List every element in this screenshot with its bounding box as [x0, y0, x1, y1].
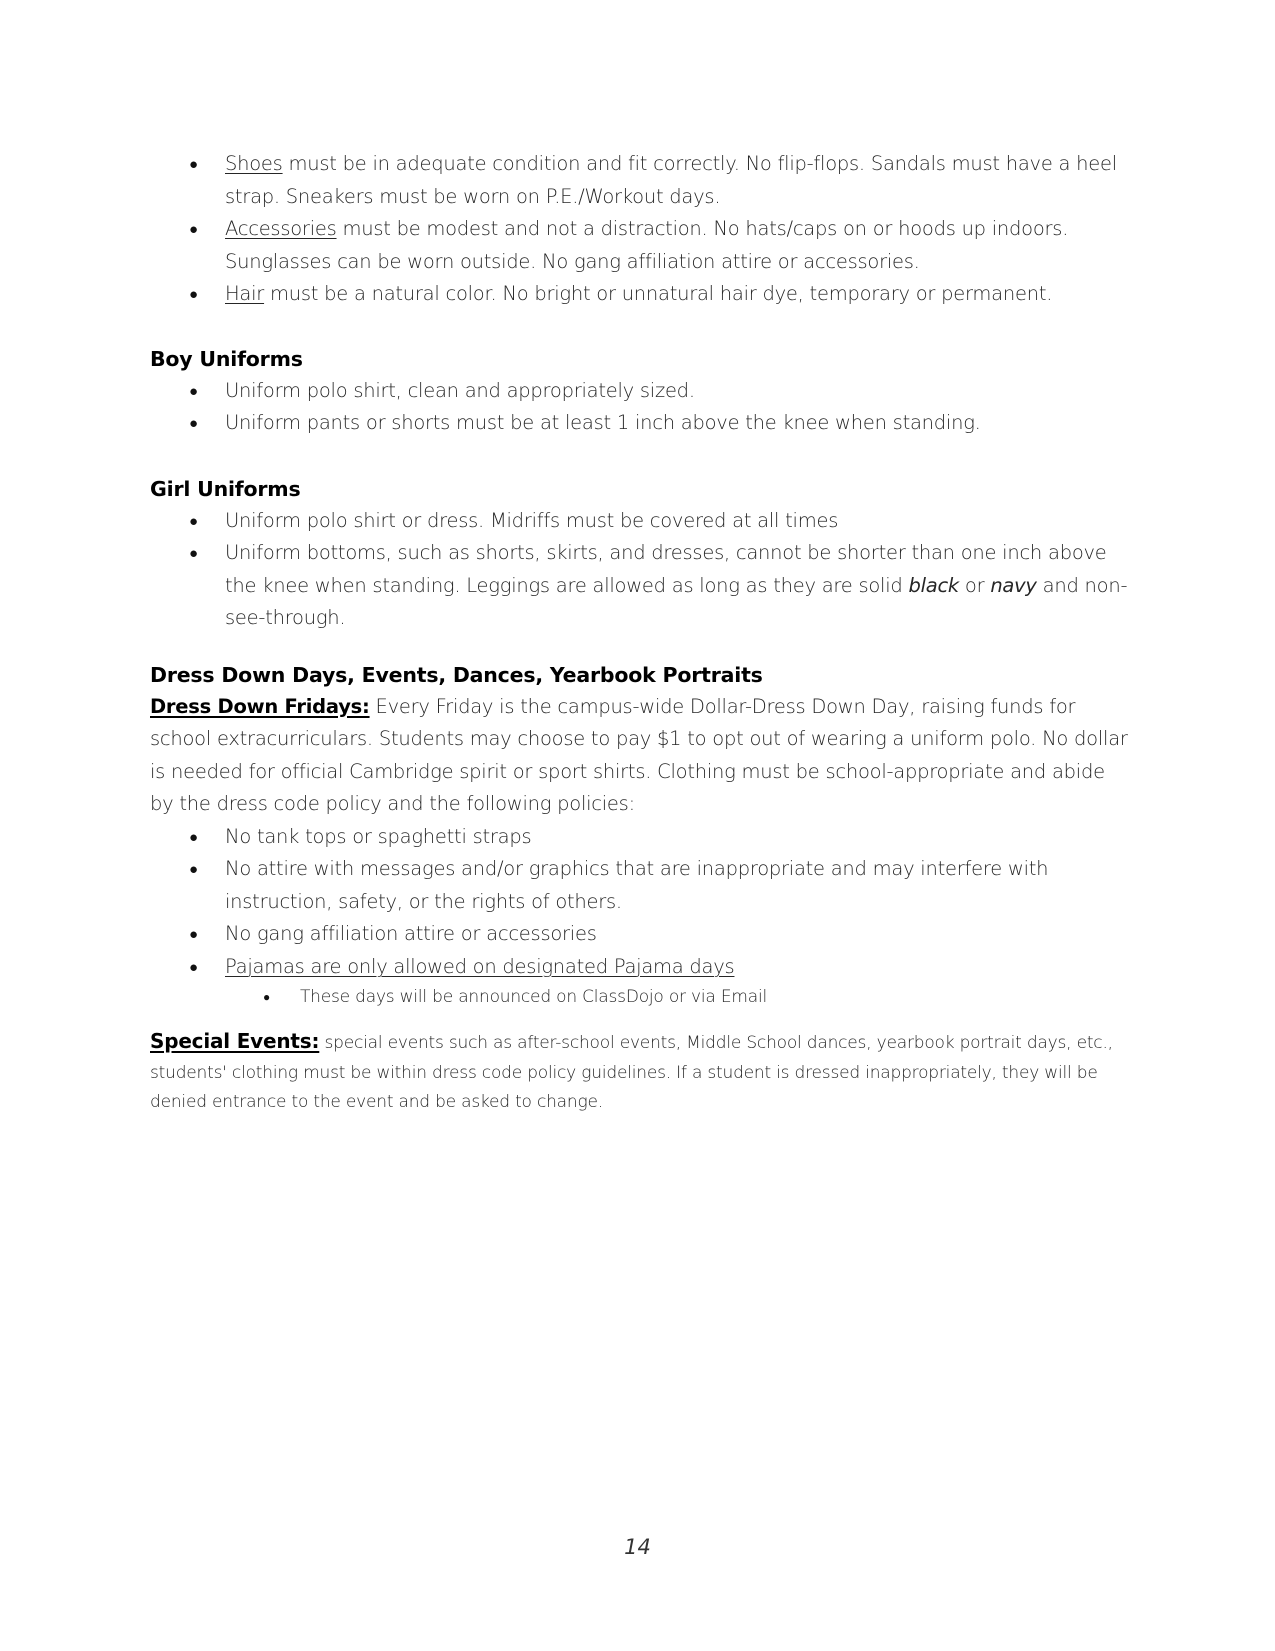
color-black-text: black — [908, 573, 959, 597]
list-item-text: must be a natural color. No bright or unnatural hair dye, temporary or permanent. — [264, 282, 1053, 305]
shoes-term: Shoes — [225, 152, 283, 175]
dress-down-fridays-label: Dress Down Fridays: — [150, 694, 370, 718]
list-item — [150, 951, 1130, 984]
list-item: ● Uniform pants or shorts must be at least 1 inch above the knee when standing. — [150, 407, 1130, 440]
special-events-label: Special Events: — [150, 1029, 320, 1053]
boy-uniforms-list — [150, 375, 1130, 440]
special-events-paragraph — [150, 1027, 1130, 1118]
dress-down-heading: Dress Down Days, Events, Dances, Yearbook Portraits — [150, 662, 763, 687]
list-item — [150, 278, 1130, 311]
special-events-text: special events such as after-school events, Middle School dances, yearbook portrait days, etc., students' clothing must be within dress code policy guidelines. If a student is dressed inappropriately, they will be denied entrance to the event and be asked to change. — [150, 1033, 1113, 1112]
general-dress-code-list — [150, 148, 1130, 311]
list-item: ● Uniform polo shirt, clean and appropriately sized. — [150, 375, 1130, 408]
list-item-text: or — [958, 573, 991, 597]
dress-down-intro: Every Friday is the campus-wide Dollar-Dress Down Day, raising funds for school extracurriculars. Students may choose to pay $1 to opt out of wearing a uniform polo. No dollar is needed for official Cambridge spirit or sport shirts. Clothing must be school-appropriate and abide by the dress code policy and the following policies: — [150, 694, 1128, 815]
dress-down-paragraph — [150, 691, 1130, 821]
list-item: ● Uniform polo shirt or dress. Midriffs must be covered at all times — [150, 505, 1130, 538]
list-item-text: must be modest and not a distraction. No hats/caps on or hoods up indoors. Sunglasses can be worn outside. No gang affiliation attire or accessories. — [225, 217, 1069, 273]
list-item: ● These days will be announced on ClassDojo or via Email — [150, 983, 1130, 1011]
girl-uniforms-heading: Girl Uniforms — [150, 476, 301, 501]
list-item — [150, 537, 1130, 635]
pajama-sub-list — [150, 983, 1130, 1011]
girl-uniforms-list — [150, 505, 1130, 635]
dress-down-list — [150, 821, 1130, 984]
accessories-term: Accessories — [225, 217, 337, 240]
list-item-text: Uniform bottoms, such as shorts, skirts, and dresses, cannot be shorter than one inch above the knee when standing. Leggings are allowed as long as they are solid — [225, 541, 1107, 597]
hair-term: Hair — [225, 282, 265, 305]
list-item — [150, 148, 1130, 213]
pajama-days-text: Pajamas are only allowed on designated Pajama days — [225, 954, 735, 978]
list-item-text: and non-see-through. — [225, 573, 1128, 629]
page-content — [150, 148, 1130, 1118]
page-number: 14 — [624, 1535, 651, 1559]
color-navy-text: navy — [990, 573, 1037, 597]
list-item: ● No attire with messages and/or graphics that are inappropriate and may interfere with instruction, safety, or the rights of others. — [150, 853, 1130, 918]
list-item-text: must be in adequate condition and fit correctly. No flip-flops. Sandals must have a heel strap. Sneakers must be worn on P.E./Workout days. — [225, 152, 1117, 208]
list-item: ● No tank tops or spaghetti straps — [150, 821, 1130, 854]
list-item — [150, 213, 1130, 278]
list-item: ● No gang affiliation attire or accessories — [150, 918, 1130, 951]
boy-uniforms-heading: Boy Uniforms — [150, 346, 303, 371]
